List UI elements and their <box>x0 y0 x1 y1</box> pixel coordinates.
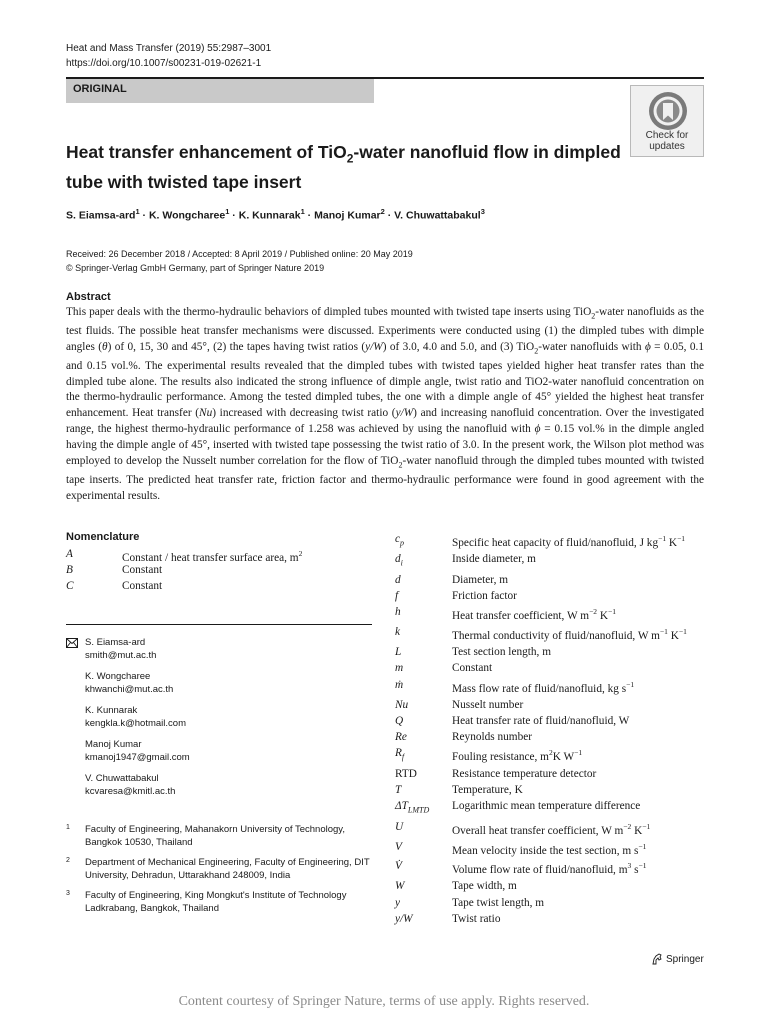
section-label: ORIGINAL <box>66 79 374 103</box>
abstract-text: This paper deals with the thermo-hydraulic behaviors of dimpled tubes mounted with twisted tape inserts using TiO$_2$-water nanofluids as the test fluids. The possible heat transfer mechanisms were discussed. Experiments were conducted using (1) the dimpled tubes with dimple angles (θ) of 0, 15, 30 and 45°, (2) the tapes having twist ratios (y/W) of 3.0, 4.0 and 5.0, and (3) TiO$_2$-water nanofluids with ϕ = 0.05, 0.1 and 0.15 vol.%. The experimental results revealed that the dimpled tubes with twisted tapes yielded higher heat transfer rates than the dimpled tube alone. The results also indicated the strong influence of dimple angle, twist ratio and TiO2-water nanofluid concentration on the thermo-hydraulic performance. Among the tested dimpled tubes, the one with a dimple angle of 45° yielded the highest heat transfer enhancement. Heat transfer (Nu) increased with decreasing twist ratio (y/W) and increasing nanofluid concentration. Over the investigated range, the highest thermo-hydraulic performance of 1.258 was achieved by using the nanofluid with ϕ = 0.15 vol.% in the dimple angled having the dimple angle of 45°, inserted with twisted tape possessing the twist ratio of 3.0. In the present work, the Wilson plot method was employed to develop the Nusselt number correlation for the flow of TiO$_2$-water nanofluid through the dimpled tubes mounted with twisted tape inserts. The predicted heat transfer rate, friction factor and thermo-hydraulic performance were found in good agreement with the experimental results. <box>66 306 704 502</box>
publisher-logo <box>651 953 704 965</box>
nomenclature-row: T Temperature, K <box>395 783 523 796</box>
publisher-name: Springer <box>666 953 704 965</box>
nomenclature-row: RTD Resistance temperature detector <box>395 767 597 780</box>
nomenclature-row: f Friction factor <box>395 590 517 603</box>
contact-entry <box>66 738 376 764</box>
contact-email[interactable]: kmanoj1947@gmail.com <box>85 752 190 763</box>
springer-horse-icon <box>651 953 663 965</box>
abstract-heading: Abstract <box>66 291 111 303</box>
author-name: K. Wongcharee <box>148 209 226 222</box>
contact-name: S. Eiamsa-ard <box>85 637 146 648</box>
journal-citation: Heat and Mass Transfer (2019) 55:2987–3001 <box>66 43 272 54</box>
affiliations <box>66 823 376 922</box>
nomenclature-row: $d_i$ Inside diameter, m <box>395 553 536 568</box>
bookmark-ring-icon <box>647 90 689 132</box>
author-name: V. Chuwattabakul <box>394 209 481 222</box>
affiliation-entry: 1 Faculty of Engineering, Mahanakorn University of Technology, Bangkok 10530, Thailand <box>66 824 345 848</box>
nomenclature-row: C Constant <box>66 580 163 592</box>
author-name: K. Kunnarak <box>238 209 301 222</box>
nomenclature-row: A Constant / heat transfer surface area, $m^2$ <box>66 548 303 564</box>
history-dates: Received: 26 December 2018 / Accepted: 8 April 2019 / Published online: 20 May 2019 <box>66 249 413 259</box>
nomenclature-row: ṁ Mass flow rate of fluid/nanofluid, kg $s^{-1}$ <box>395 678 635 695</box>
nomenclature-row: B Constant <box>66 564 163 576</box>
nomenclature-row: h Heat transfer coefficient, W $m^{-2}$ $K^{-1}$ <box>395 606 617 623</box>
author-contacts <box>66 636 376 806</box>
nomenclature-row: $c_p$ Specific heat capacity of fluid/nanofluid, J $kg^{-1}$ $K^{-1}$ <box>395 533 686 549</box>
contact-name: K. Wongcharee <box>85 671 151 682</box>
doi-link[interactable]: https://doi.org/10.1007/s00231-019-02621-1 <box>66 58 262 69</box>
contact-name: Manoj Kumar <box>85 739 142 750</box>
affiliation-entry: 2 Department of Mechanical Engineering, Faculty of Engineering, DIT University, Dehradun, Uttarakhand 248009, India <box>66 857 370 881</box>
nomenclature-row: $\Delta T_{LMTD}$ Logarithmic mean temperature difference <box>395 800 641 815</box>
nomenclature-row: U Overall heat transfer coefficient, W $m^{-2}$ $K^{-1}$ <box>395 820 651 837</box>
contact-email[interactable]: kcvaresa@kmitl.ac.th <box>85 786 176 797</box>
contact-entry <box>66 670 376 696</box>
copyright-line: © Springer-Verlag GmbH Germany, part of Springer Nature 2019 <box>66 263 325 273</box>
nomenclature-right <box>395 531 707 927</box>
contact-entry <box>66 704 376 730</box>
contact-email[interactable]: kengkla.k@hotmail.com <box>85 718 186 729</box>
nomenclature-row: Nu Nusselt number <box>395 698 524 711</box>
nomenclature-row: y/W Twist ratio <box>395 912 501 925</box>
badge-label: Check for updates <box>645 130 689 152</box>
nomenclature-row: L Test section length, m <box>395 646 551 659</box>
contact-entry <box>66 636 376 662</box>
paper-title: Heat transfer enhancement of TiO$_2$-water nanofluid flow in dimpled tube with twisted tape insert <box>66 142 621 192</box>
nomenclature-divider <box>66 624 372 625</box>
contact-entry <box>66 772 376 798</box>
nomenclature-row: V̇ Volume flow rate of fluid/nanofluid, $m^3$ $s^{-1}$ <box>395 860 647 877</box>
nomenclature-row: Q Heat transfer rate of fluid/nanofluid, W <box>395 714 630 727</box>
nomenclature-heading: Nomenclature <box>66 531 140 543</box>
nomenclature-row: Re Reynolds number <box>395 731 533 744</box>
check-for-updates-badge[interactable] <box>630 85 704 157</box>
nomenclature-row: y Tape twist length, m <box>395 896 545 909</box>
mail-icon <box>66 638 78 648</box>
nomenclature-row: d Diameter, m <box>395 573 509 586</box>
nomenclature-row: W Tape width, m <box>395 880 517 893</box>
courtesy-notice: Content courtesy of Springer Nature, terms of use apply. Rights reserved. <box>178 994 590 1009</box>
nomenclature-row: V Mean velocity inside the test section, m $s^{-1}$ <box>395 840 647 857</box>
author-name: Manoj Kumar <box>314 209 381 222</box>
contact-email[interactable]: khwanchi@mut.ac.th <box>85 684 174 695</box>
contact-name: K. Kunnarak <box>85 705 138 716</box>
affiliation-entry: 3 Faculty of Engineering, King Mongkut's Institute of Technology Ladkrabang, Bangkok, Thailand <box>66 890 347 914</box>
journal-header <box>66 41 271 71</box>
author-list: S. Eiamsa-ard$^1$ · K. Wongcharee$^1$ · K. Kunnarak$^1$ · Manoj Kumar$^2$ · V. Chuwattabakul$^3$ <box>66 207 485 222</box>
nomenclature-row: $R_f$ Fouling resistance, $m^2K$ $W^{-1}$ <box>395 747 583 763</box>
contact-email[interactable]: smith@mut.ac.th <box>85 650 157 661</box>
author-name: S. Eiamsa-ard <box>66 209 136 222</box>
nomenclature-row: m Constant <box>395 662 493 675</box>
nomenclature-row: k Thermal conductivity of fluid/nanofluid, W $m^{-1}$ $K^{-1}$ <box>395 626 687 643</box>
publication-history <box>66 247 413 275</box>
contact-name: V. Chuwattabakul <box>85 773 159 784</box>
nomenclature-left <box>66 546 376 594</box>
